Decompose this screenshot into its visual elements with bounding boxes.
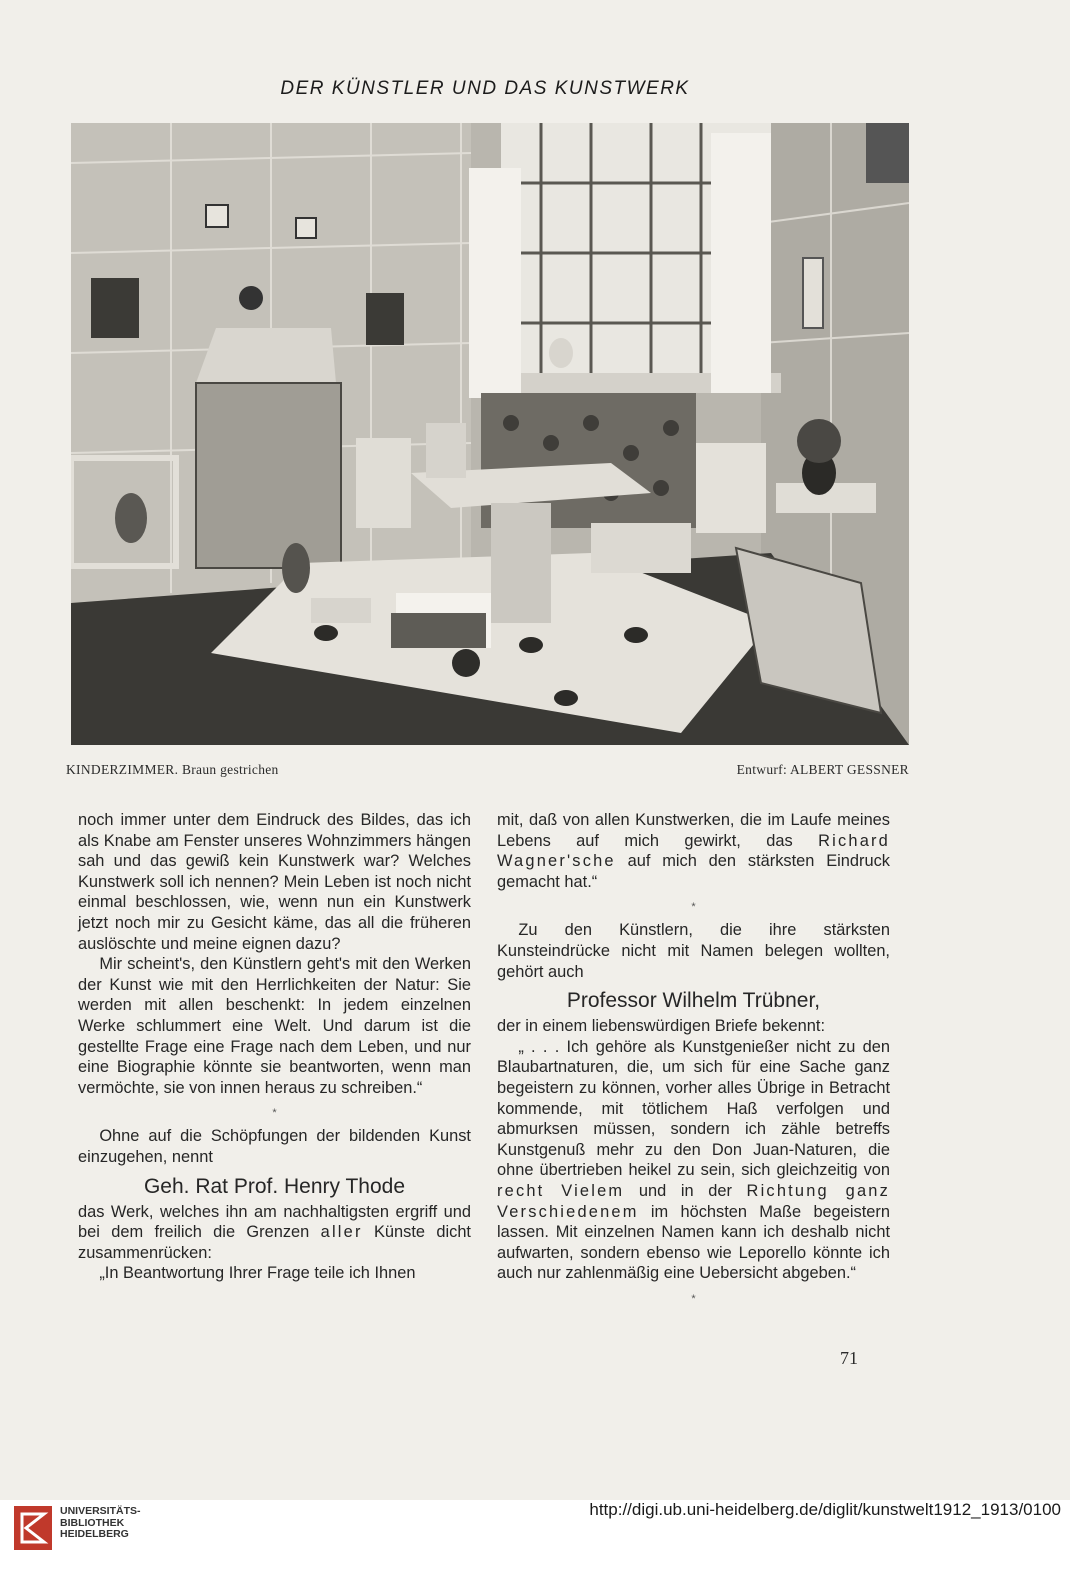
text-run: im höchsten Maße begeistern lassen. Mit einzelnen Namen kann ich deshalb nicht aufwarten, sondern ebenso wie Leporello könnte ich auch nur zahlenmäßig eine Uebersicht abgeben.“ <box>497 1202 890 1283</box>
left-paragraph-2: Mir scheint's, den Künstlern geht's mit den Werken der Kunst wie mit den Herrlichkeiten der Natur: Sie werden mit allen beschenkt: In jedem einzelnen Werke schlummert eine Welt. Und darum ist die gestellte Frage eine Frage nach dem Leben, und nur eine Biographie könnte sie beantworten, wenn man vermöchte, sie von innen heraus zu schreiben.“ <box>78 955 471 1097</box>
section-separator: * <box>272 1107 277 1120</box>
right-paragraph-3: der in einem liebenswürdigen Briefe bekennt: <box>497 1017 826 1036</box>
text-run: und in der <box>624 1181 747 1200</box>
library-name-line: BIBLIOTHEK <box>60 1516 125 1529</box>
right-column <box>497 810 890 1312</box>
scan-edge <box>1070 0 1081 1584</box>
right-paragraph-1 <box>497 810 890 892</box>
text-run: Künste dicht zusammenrücken: <box>78 1223 471 1262</box>
heading-wilhelm-truebner: Professor Wilhelm Trübner, <box>566 989 821 1013</box>
library-name-line: HEIDELBERG <box>60 1528 129 1540</box>
right-paragraph-2: Zu den Künstlern, die ihre stärksten Kunsteindrücke nicht mit Namen belegen wollten, gehört auch <box>497 921 890 981</box>
emphasis-text: aller <box>320 1223 363 1242</box>
left-paragraph-4 <box>78 1202 471 1264</box>
figure-caption-credit: Entwurf: ALBERT GESSNER <box>736 762 909 777</box>
university-library-logo-icon <box>12 1504 54 1552</box>
heading-henry-thode: Geh. Rat Prof. Henry Thode <box>143 1174 406 1198</box>
text-run: mit, daß von allen Kunstwerken, die im Laufe meines Lebens auf mich gewirkt, das <box>497 811 890 850</box>
emphasis-text: Richtung ganz Verschiedenem <box>497 1181 890 1221</box>
library-name-line: UNIVERSITÄTS- <box>60 1505 141 1517</box>
right-paragraph-4 <box>497 1037 890 1284</box>
left-paragraph-5: „In Beantwortung Ihrer Frage teile ich Ihnen <box>99 1264 416 1283</box>
emphasis-text: Richard Wagner'sche <box>497 831 890 871</box>
page-number: 71 <box>840 1348 858 1368</box>
text-run: „ . . . Ich gehöre als Kunstgenießer nicht zu den Blaubartnaturen, die, um sich für eine Sache ganz begeistern zu können, vorher alles Übrige in Betracht kommende, mit tötlichem Haß verfolgen und abmurksen müssen, sondern ich zähle betreffs Kunstgenuß mehr zu den Don Juan-Naturen, die ohne übertrieben heikel zu sein, sich gleichzeitig von <box>497 1037 890 1180</box>
library-name <box>60 1506 141 1541</box>
running-title: DER KÜNSTLER UND DAS KUNSTWERK <box>280 78 690 99</box>
figure-caption-title: KINDERZIMMER. Braun gestrichen <box>66 762 279 777</box>
source-url-link[interactable]: http://digi.ub.uni-heidelberg.de/diglit/kunstwelt1912_1913/0100 <box>589 1500 1061 1519</box>
section-separator: * <box>691 901 696 914</box>
left-paragraph-3: Ohne auf die Schöpfungen der bildenden Kunst einzugehen, nennt <box>78 1127 471 1166</box>
nursery-photo-illustration <box>71 123 909 745</box>
text-run: das Werk, welches ihn am nachhaltigsten ergriff und bei dem freilich die Grenzen <box>78 1202 471 1242</box>
nursery-photograph <box>71 123 909 745</box>
text-run: auf mich den stärksten Eindruck gemacht hat.“ <box>497 852 890 891</box>
left-column <box>78 810 471 1284</box>
left-paragraph-1: noch immer unter dem Eindruck des Bildes, das ich als Knabe am Fenster unseres Wohnzimmers hängen sah und das gewiß kein Kunstwerk war? Welches Kunstwerk soll ich nennen? Mein Leben ist noch nicht einmal beschlossen, wie, wenn nun ein Kunstwerk jetzt noch mir zu Gesicht käme, das all die früheren auslöschte und meine eignen dazu? <box>78 811 471 953</box>
section-separator: * <box>691 1292 696 1305</box>
emphasis-text: recht Vielem <box>497 1181 625 1200</box>
